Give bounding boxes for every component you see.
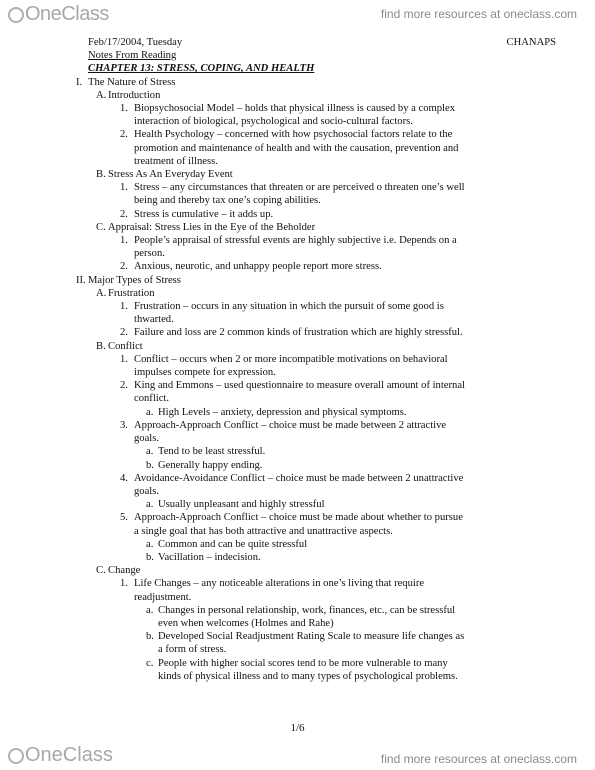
outline-item-line: The Nature of Stress (88, 76, 176, 88)
outline-item (120, 326, 548, 339)
logo-text-bottom: OneClass (25, 744, 113, 766)
outline-item-number: b. (146, 631, 154, 643)
outline-item-number: 1. (120, 235, 128, 247)
outline-item-line: Conflict – occurs when 2 or more incompatible motivations on behavioral (134, 353, 448, 365)
outline-item-line: Life Changes – any noticeable alterations in one’s living that require (134, 578, 425, 590)
outline-item-number: 1. (120, 301, 128, 313)
outline-item-line: Stress – any circumstances that threaten or are perceived o threaten one’s well (134, 182, 465, 194)
outline-item (96, 340, 548, 353)
outline-item-number: 2. (120, 327, 128, 339)
outline-item (120, 208, 548, 221)
oneclass-logo[interactable] (8, 3, 109, 26)
outline-item-line: People with higher social scores tend to be more vulnerable to many (158, 657, 448, 669)
outline-item-number: 3. (120, 419, 128, 431)
outline-item (120, 300, 548, 326)
outline-item-line: Approach-Approach Conflict – choice must be made about whether to pursue (134, 512, 463, 524)
outline-item (120, 234, 548, 260)
outline-item-number: II. (76, 274, 86, 286)
outline-item-line: Change (108, 565, 141, 577)
outline-item-line: Appraisal: Stress Lies in the Eye of the Beholder (108, 221, 316, 233)
outline-item (96, 564, 548, 577)
outline-item-number: 1. (120, 182, 128, 194)
document-author: CHANAPS (506, 37, 556, 48)
outline-item (96, 221, 548, 234)
outline-item-line: interaction of biological, psychological and socio-cultural factors. (134, 116, 413, 128)
document-header (88, 36, 556, 49)
outline-item-line: being and thereby tax one’s coping abilities. (134, 195, 321, 207)
outline-item (146, 551, 548, 564)
outline-item-line: conflict. (134, 393, 170, 405)
outline-item (146, 604, 548, 630)
bottom-banner (0, 742, 595, 770)
outline-item-number: 2. (120, 129, 128, 141)
outline-item-number: 4. (120, 472, 128, 484)
outline-item-number: 1. (120, 353, 128, 365)
outline-item (76, 76, 548, 89)
outline-item-line: Conflict (108, 340, 143, 352)
outline-item (120, 472, 548, 498)
outline-list (76, 76, 548, 683)
outline-item-number: C. (96, 565, 106, 577)
logo-circle-icon (8, 748, 24, 764)
top-banner (0, 0, 595, 30)
outline-item-line: thwarted. (134, 314, 174, 326)
outline-item-line: Usually unpleasant and highly stressful (158, 499, 325, 511)
outline-item-number: a. (146, 538, 154, 550)
document-subtitle: Notes From Reading (88, 50, 177, 62)
outline-item-number: b. (146, 459, 154, 471)
page-number: 1/6 (290, 722, 305, 734)
outline-item-line: person. (134, 248, 165, 260)
outline-item (120, 260, 548, 273)
outline-item (120, 353, 548, 379)
outline-item-line: Developed Social Readjustment Rating Scale to measure life changes as (158, 631, 465, 643)
outline-item (96, 89, 548, 102)
chapter-title: CHAPTER 13: STRESS, COPING, AND HEALTH (88, 63, 315, 75)
outline-item-number: 2. (120, 261, 128, 273)
outline-item-line: impulses compete for expression. (134, 367, 276, 379)
outline-item-number: 1. (120, 578, 128, 590)
outline-item-line: Avoidance-Avoidance Conflict – choice must be made between 2 unattractive (134, 472, 464, 484)
outline-item-line: even when welcomes (Holmes and Rahe) (158, 617, 334, 629)
outline-item-line: Vacillation – indecision. (158, 551, 261, 563)
document-date: Feb/17/2004, Tuesday (88, 37, 183, 48)
outline-item-line: Generally happy ending. (158, 459, 263, 471)
outline-item-number: B. (96, 340, 106, 352)
outline-item-line: Stress is cumulative – it adds up. (134, 208, 274, 220)
outline-item (146, 498, 548, 511)
outline-item (120, 419, 548, 445)
outline-item (120, 128, 548, 168)
outline-item-number: A. (96, 287, 107, 299)
outline-item-number: a. (146, 499, 154, 511)
outline-item-line: Biopsychosocial Model – holds that physical illness is caused by a complex (134, 103, 455, 115)
outline-item-number: 5. (120, 512, 128, 524)
outline-item-line: Anxious, neurotic, and unhappy people report more stress. (134, 261, 382, 273)
logo-circle-icon (8, 7, 24, 23)
outline-item-line: People’s appraisal of stressful events are highly subjective i.e. Depends on a (134, 235, 457, 247)
outline-item-line: Introduction (108, 89, 161, 101)
outline-item-line: Health Psychology – concerned with how psychosocial factors relate to the (134, 129, 453, 141)
outline-item (120, 181, 548, 207)
bottom-resources-link[interactable]: find more resources at oneclass.com (380, 752, 577, 766)
outline-item-line: Major Types of Stress (88, 274, 181, 286)
outline-item-line: Approach-Approach Conflict – choice must be made between 2 attractive (134, 419, 447, 431)
outline-item-number: C. (96, 221, 106, 233)
outline-item (120, 379, 548, 405)
outline-item-line: Common and can be quite stressful (158, 538, 308, 550)
outline-item-line: promotion and maintenance of health and with the causation, prevention and (134, 142, 459, 154)
outline-item-line: Stress As An Everyday Event (108, 169, 233, 181)
outline-item-line: a single goal that has both attractive and unattractive aspects. (134, 525, 393, 537)
document-body (76, 36, 556, 683)
outline-item-number: a. (146, 604, 154, 616)
outline-item (146, 459, 548, 472)
outline-item (96, 168, 548, 181)
outline-item-number: c. (146, 657, 154, 669)
outline-item-line: treatment of illness. (134, 155, 218, 167)
outline-item-number: b. (146, 551, 154, 563)
outline-item (146, 657, 548, 683)
outline-item (146, 406, 548, 419)
logo-text: OneClass (25, 3, 109, 25)
outline-item-line: goals. (134, 485, 160, 497)
outline-item-line: readjustment. (134, 591, 192, 603)
outline-item-number: 1. (120, 103, 128, 115)
outline-item-line: King and Emmons – used questionnaire to measure overall amount of internal (134, 380, 465, 392)
outline-item (146, 445, 548, 458)
oneclass-logo-bottom[interactable] (8, 744, 113, 767)
top-resources-link[interactable]: find more resources at oneclass.com (380, 7, 577, 21)
outline-item (146, 630, 548, 656)
outline-item-number: 2. (120, 380, 128, 392)
outline-item-line: Tend to be least stressful. (158, 446, 266, 458)
outline-item-line: Changes in personal relationship, work, finances, etc., can be stressful (158, 604, 456, 616)
outline-item (146, 538, 548, 551)
outline-item-line: kinds of physical illness and to many types of psychological problems. (158, 670, 458, 682)
outline-item-line: goals. (134, 433, 160, 445)
outline-item-line: Frustration – occurs in any situation in which the pursuit of some good is (134, 301, 444, 313)
outline-item (120, 102, 548, 128)
outline-item-number: A. (96, 89, 107, 101)
outline-item (76, 274, 548, 287)
outline-item-number: I. (76, 76, 83, 88)
outline-item-number: 2. (120, 208, 128, 220)
outline-item-line: a form of stress. (158, 644, 227, 656)
outline-item-line: High Levels – anxiety, depression and physical symptoms. (158, 406, 407, 418)
outline-item (120, 511, 548, 537)
outline-item-number: B. (96, 169, 106, 181)
outline-item (96, 287, 548, 300)
outline-item-number: a. (146, 406, 154, 418)
outline-item-line: Failure and loss are 2 common kinds of frustration which are highly stressful. (134, 327, 463, 339)
outline-item-line: Frustration (108, 287, 155, 299)
outline-item (120, 577, 548, 603)
outline-item-number: a. (146, 446, 154, 458)
